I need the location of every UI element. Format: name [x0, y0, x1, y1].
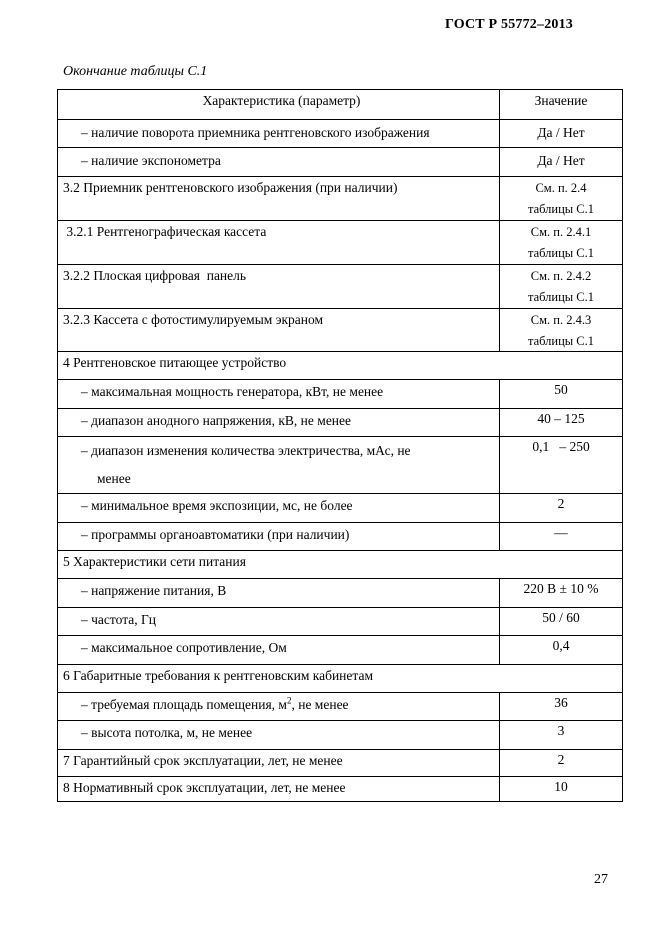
- row-value: Да / Нет: [499, 120, 622, 147]
- table-row: [58, 264, 622, 308]
- row-value: 2: [499, 750, 622, 776]
- table-row: [58, 578, 622, 607]
- row-value-line: См. п. 2.4.2: [530, 269, 592, 283]
- row-value: —: [499, 523, 622, 550]
- row-value: 3: [499, 721, 622, 749]
- row-parameter-line: менее: [97, 471, 131, 486]
- row-value: 2: [499, 494, 622, 522]
- table-row: [58, 720, 622, 749]
- document-standard-header: ГОСТ Р 55772–2013: [444, 17, 573, 32]
- row-parameter: 3.2 Приемник рентгеновского изображения (при наличии): [63, 180, 398, 195]
- row-value: 0,4: [499, 636, 622, 664]
- table-row: [58, 436, 622, 493]
- table-row: [58, 607, 622, 635]
- table-row: [58, 408, 622, 436]
- column-header-parameter: Характеристика (параметр): [202, 93, 361, 108]
- table-row: [58, 692, 622, 720]
- row-parameter: – минимальное время экспозиции, мс, не более: [81, 498, 353, 513]
- row-parameter-part: – требуемая площадь помещения, м: [81, 697, 287, 712]
- column-header-value: Значение: [499, 90, 622, 119]
- row-parameter: – наличие экспонометра: [81, 153, 221, 168]
- row-parameter: 3.2.2 Плоская цифровая панель: [63, 268, 247, 283]
- table-row: [58, 493, 622, 522]
- table-row: [58, 220, 622, 264]
- table-row: [58, 176, 622, 220]
- row-value-line: См. п. 2.4.3: [530, 313, 592, 327]
- row-parameter: [58, 437, 500, 493]
- table-caption: Окончание таблицы С.1: [63, 64, 208, 79]
- spec-table: [57, 89, 623, 802]
- row-value: 220 В ± 10 %: [499, 579, 622, 607]
- row-parameter: 3.2.3 Кассета с фотостимулируемым экраном: [63, 312, 324, 327]
- section-title: 5 Характеристики сети питания: [63, 554, 246, 569]
- table-row: [58, 147, 622, 176]
- row-value-line: См. п. 2.4.1: [530, 225, 592, 239]
- table-row: [58, 635, 622, 664]
- section-title: 4 Рентгеновское питающее устройство: [63, 355, 287, 370]
- table-section-row: [58, 664, 622, 692]
- table-row: [58, 522, 622, 550]
- row-value-line: таблицы С.1: [527, 290, 595, 304]
- row-value-line: таблицы С.1: [527, 246, 595, 260]
- row-value: [499, 309, 622, 351]
- row-value: 50: [499, 380, 622, 408]
- table-row: [58, 776, 622, 801]
- row-parameter: – напряжение питания, В: [81, 583, 227, 598]
- row-value: [499, 221, 622, 264]
- table-row: [58, 749, 622, 776]
- row-value: 10: [499, 777, 622, 801]
- row-parameter: – частота, Гц: [81, 612, 157, 627]
- section-title: 6 Габаритные требования к рентгеновским кабинетам: [63, 668, 373, 683]
- page-number: 27: [594, 872, 608, 887]
- row-parameter: – максимальная мощность генератора, кВт, не менее: [81, 384, 384, 399]
- table-row: [58, 308, 622, 351]
- table-section-row: [58, 550, 622, 578]
- row-value-line: таблицы С.1: [527, 202, 595, 216]
- row-parameter: – программы органоавтоматики (при наличии): [81, 527, 350, 542]
- row-value-line: таблицы С.1: [527, 334, 595, 348]
- row-parameter: – диапазон анодного напряжения, кВ, не менее: [81, 413, 352, 428]
- row-value: [499, 177, 622, 220]
- row-value: 50 / 60: [499, 608, 622, 635]
- row-parameter: 8 Нормативный срок эксплуатации, лет, не менее: [63, 780, 346, 795]
- table-section-row: [58, 351, 622, 379]
- row-value: 36: [499, 693, 622, 720]
- row-value: Да / Нет: [499, 148, 622, 176]
- row-parameter-line: – диапазон изменения количества электричества, мАс, не: [81, 443, 411, 458]
- row-parameter-part: , не менее: [291, 697, 349, 712]
- superscript: 2: [286, 695, 292, 706]
- row-parameter: – максимальное сопротивление, Ом: [81, 640, 287, 655]
- row-parameter: – высота потолка, м, не менее: [81, 725, 253, 740]
- table-row: [58, 119, 622, 147]
- table-header-row: [58, 90, 622, 119]
- row-value: 0,1 – 250: [499, 437, 622, 493]
- row-value: [499, 265, 622, 308]
- table-row: [58, 379, 622, 408]
- row-value-line: См. п. 2.4: [535, 181, 587, 195]
- row-parameter: [58, 693, 500, 720]
- row-parameter: – наличие поворота приемника рентгеновского изображения: [81, 125, 430, 140]
- row-value: 40 – 125: [499, 409, 622, 436]
- row-parameter: 7 Гарантийный срок эксплуатации, лет, не менее: [63, 753, 343, 768]
- row-parameter: 3.2.1 Рентгенографическая кассета: [63, 224, 267, 239]
